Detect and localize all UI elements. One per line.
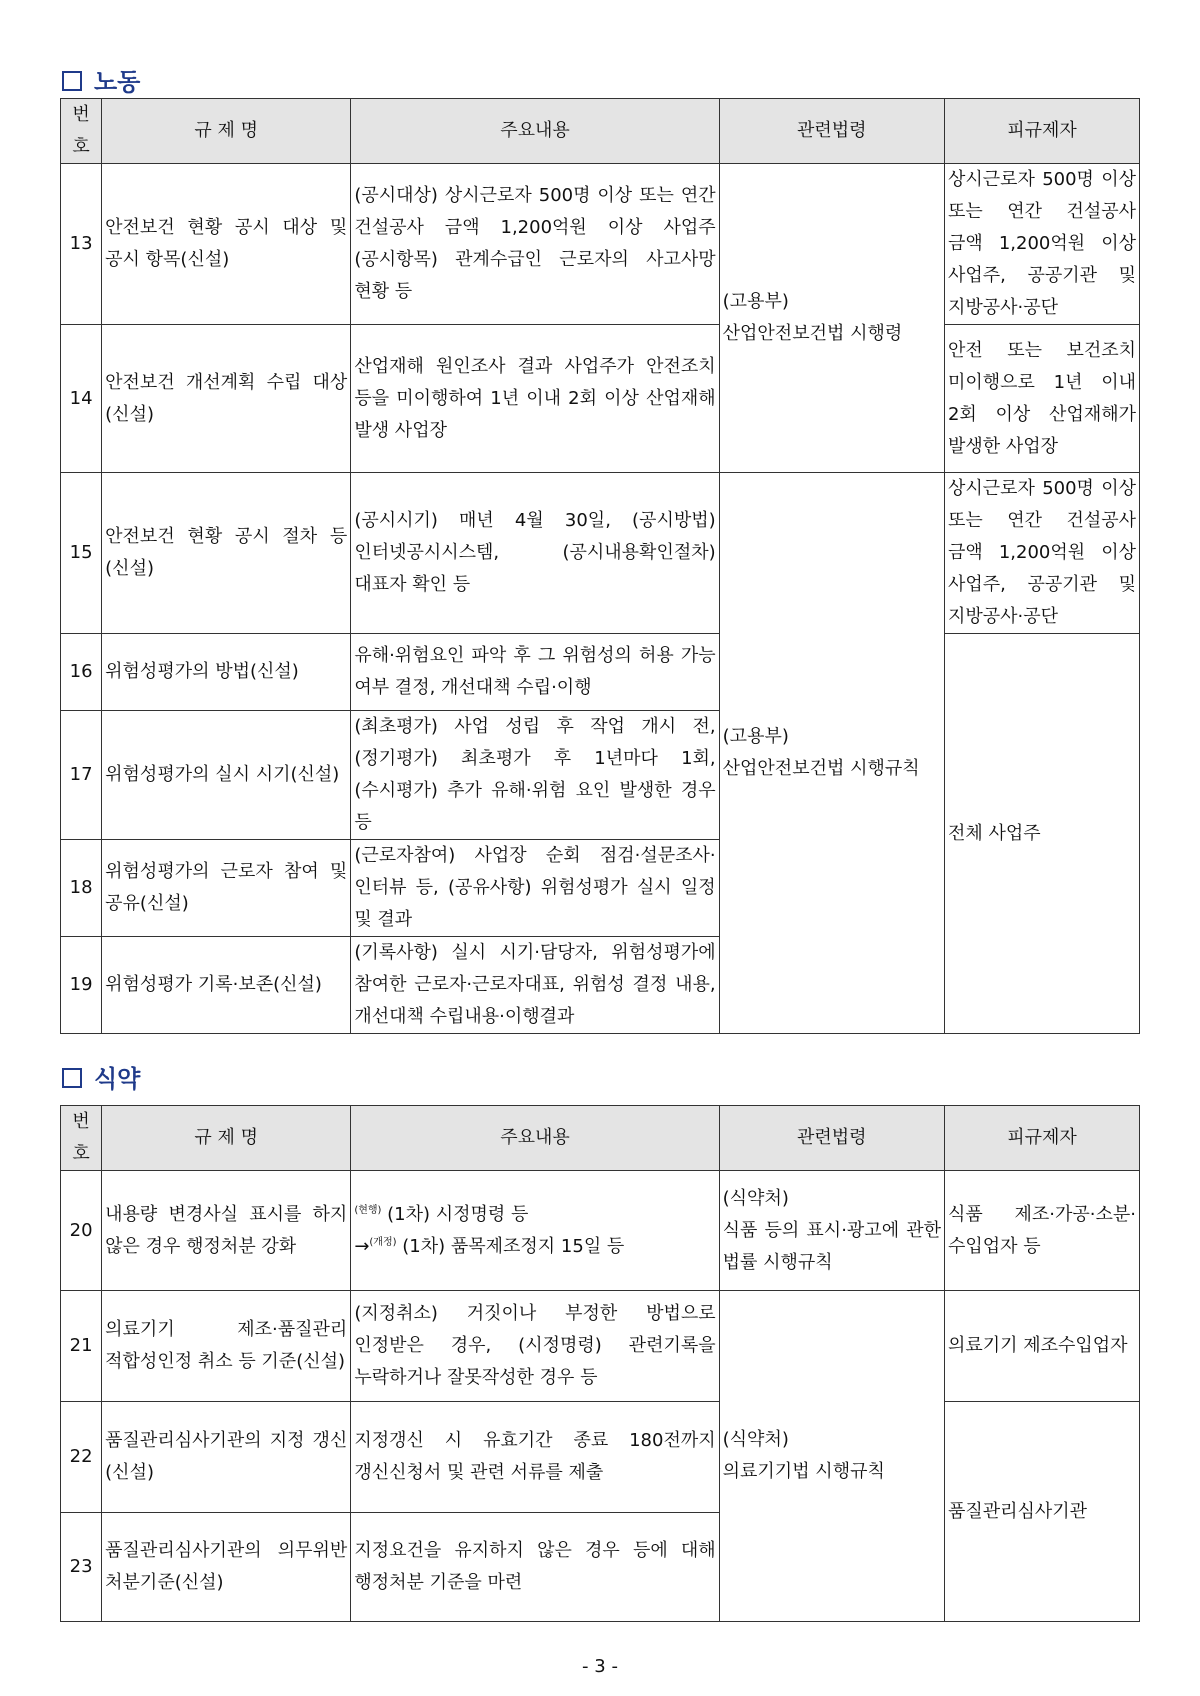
header-regulation-name: 규 제 명 [102, 99, 351, 164]
table-header-row [61, 1106, 1140, 1171]
table-row [61, 1402, 1140, 1513]
main-content: (최초평가) 사업 성립 후 작업 개시 전, (정기평가) 최초평가 후 1년마다 1회, (수시평가) 추가 유해·위험 요인 발생한 경우 등 [351, 711, 719, 840]
related-law: (고용부) 산업안전보건법 시행령 [719, 164, 944, 473]
main-content: 지정요건을 유지하지 않은 경우 등에 대해 행정처분 기준을 마련 [351, 1513, 719, 1622]
header-number: 번호 [61, 1106, 102, 1171]
main-content: (공시대상) 상시근로자 500명 이상 또는 연간 건설공사 금액 1,200억원 이상 사업주 (공시항목) 관계수급인 근로자의 사고사망 현황 등 [351, 164, 719, 325]
row-number: 19 [61, 937, 102, 1034]
row-number: 17 [61, 711, 102, 840]
related-law: (고용부) 산업안전보건법 시행규칙 [719, 473, 944, 1034]
main-content: 유해·위험요인 파악 후 그 위험성의 허용 가능 여부 결정, 개선대책 수립·이행 [351, 634, 719, 711]
header-regulation-name: 규 제 명 [102, 1106, 351, 1171]
regulation-name: 안전보건 현황 공시 대상 및 공시 항목(신설) [102, 164, 351, 325]
related-law: (식약처) 식품 등의 표시·광고에 관한 법률 시행규칙 [719, 1171, 944, 1291]
regulation-name: 의료기기 제조·품질관리 적합성인정 취소 등 기준(신설) [102, 1291, 351, 1402]
header-related-law: 관련법령 [719, 1106, 944, 1171]
row-number: 22 [61, 1402, 102, 1513]
row-number: 18 [61, 840, 102, 937]
header-related-law: 관련법령 [719, 99, 944, 164]
table-row [61, 473, 1140, 634]
table-row [61, 1291, 1140, 1402]
table-row [61, 634, 1140, 711]
regulated-party: 상시근로자 500명 이상 또는 연간 건설공사 금액 1,200억원 이상 사업주, 공공기관 및 지방공사·공단 [944, 473, 1139, 634]
section-title-food-drug: 식약 [62, 1059, 140, 1094]
regulation-name: 위험성평가 기록·보존(신설) [102, 937, 351, 1034]
header-main-content: 주요내용 [351, 99, 719, 164]
regulated-party: 상시근로자 500명 이상 또는 연간 건설공사 금액 1,200억원 이상 사업주, 공공기관 및 지방공사·공단 [944, 164, 1139, 325]
table-row [61, 325, 1140, 473]
main-content: (근로자참여) 사업장 순회 점검·설문조사·인터뷰 등, (공유사항) 위험성평가 실시 일정 및 결과 [351, 840, 719, 937]
table-row [61, 1171, 1140, 1291]
regulated-party: 품질관리심사기관 [944, 1402, 1139, 1622]
regulated-party: 의료기기 제조수입업자 [944, 1291, 1139, 1402]
main-content: (지정취소) 거짓이나 부정한 방법으로 인정받은 경우, (시정명령) 관련기록을 누락하거나 잘못작성한 경우 등 [351, 1291, 719, 1402]
row-number: 16 [61, 634, 102, 711]
related-law: (식약처) 의료기기법 시행규칙 [719, 1291, 944, 1622]
header-regulated-party: 피규제자 [944, 99, 1139, 164]
row-number: 20 [61, 1171, 102, 1291]
food-drug-regulation-table [60, 1105, 1140, 1622]
regulation-name: 품질관리심사기관의 지정 갱신(신설) [102, 1402, 351, 1513]
row-number: 23 [61, 1513, 102, 1622]
regulated-party: 식품 제조·가공·소분·수입업자 등 [944, 1171, 1139, 1291]
header-number: 번호 [61, 99, 102, 164]
table-header-row [61, 99, 1140, 164]
main-content: 지정갱신 시 유효기간 종료 180전까지 갱신신청서 및 관련 서류를 제출 [351, 1402, 719, 1513]
labor-regulation-table [60, 98, 1140, 1034]
regulation-name: 위험성평가의 근로자 참여 및 공유(신설) [102, 840, 351, 937]
main-content: (기록사항) 실시 시기·담당자, 위험성평가에 참여한 근로자·근로자대표, 위험성 결정 내용, 개선대책 수립내용·이행결과 [351, 937, 719, 1034]
main-content: $^{(현행)}$ (1차) 시정명령 등 →$^{(개정)}$ (1차) 품목제조정지 15일 등 [351, 1171, 719, 1291]
row-number: 15 [61, 473, 102, 634]
regulation-name: 내용량 변경사실 표시를 하지 않은 경우 행정처분 강화 [102, 1171, 351, 1291]
header-regulated-party: 피규제자 [944, 1106, 1139, 1171]
regulation-name: 안전보건 개선계획 수립 대상(신설) [102, 325, 351, 473]
regulation-name: 품질관리심사기관의 의무위반 처분기준(신설) [102, 1513, 351, 1622]
table-row [61, 164, 1140, 325]
regulated-party: 안전 또는 보건조치 미이행으로 1년 이내 2회 이상 산업재해가 발생한 사업장 [944, 325, 1139, 473]
regulation-name: 위험성평가의 방법(신설) [102, 634, 351, 711]
checkbox-square-icon [62, 1068, 82, 1088]
checkbox-square-icon [62, 71, 82, 91]
row-number: 13 [61, 164, 102, 325]
header-main-content: 주요내용 [351, 1106, 719, 1171]
main-content: (공시시기) 매년 4월 30일, (공시방법) 인터넷공시시스템, (공시내용확인절차) 대표자 확인 등 [351, 473, 719, 634]
regulated-party: 전체 사업주 [944, 634, 1139, 1034]
main-content: 산업재해 원인조사 결과 사업주가 안전조치 등을 미이행하여 1년 이내 2회 이상 산업재해 발생 사업장 [351, 325, 719, 473]
row-number: 21 [61, 1291, 102, 1402]
section-title-labor: 노동 [62, 62, 140, 97]
regulation-name: 위험성평가의 실시 시기(신설) [102, 711, 351, 840]
row-number: 14 [61, 325, 102, 473]
page-number: - 3 - [582, 1656, 618, 1677]
regulation-name: 안전보건 현황 공시 절차 등(신설) [102, 473, 351, 634]
